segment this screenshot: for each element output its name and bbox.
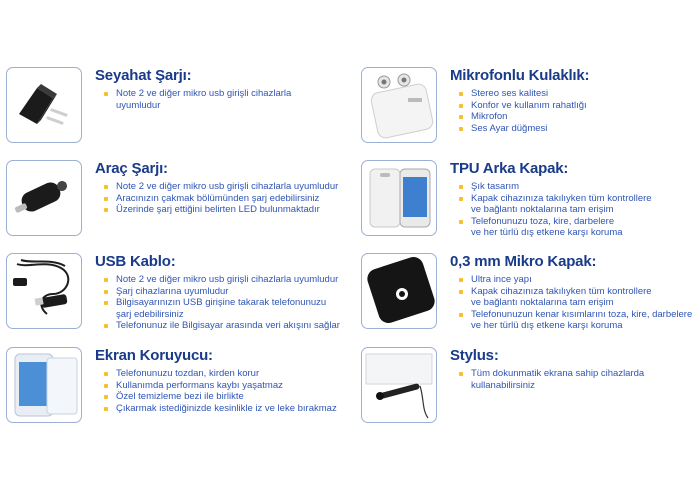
- feature-list: [104, 274, 364, 332]
- feature-item: Telefonunuzu toza, kire, darbelere: [459, 216, 700, 228]
- travel-charger-icon: [7, 68, 81, 142]
- feature-list: [104, 88, 364, 111]
- product-card-travel-charger: [6, 67, 346, 147]
- feature-item: ve bağlantı noktalarına tam erişim: [471, 204, 614, 215]
- feature-item: Kapak cihazınıza takılıyken tüm kontrollere: [459, 193, 700, 205]
- feature-item: ve her türlü dış etkene karşı koruma: [471, 227, 623, 238]
- feature-item: Üzerinde şarj ettiğini belirten LED bulunmaktadır: [104, 204, 364, 216]
- feature-item: ve bağlantı noktalarına tam erişim: [471, 297, 614, 308]
- feature-item: Ultra ince yapı: [459, 274, 700, 286]
- product-title: 0,3 mm Mikro Kapak:: [450, 253, 597, 270]
- feature-list: [459, 88, 700, 134]
- product-title: USB Kablo:: [95, 253, 176, 270]
- product-card-car-charger: [6, 160, 346, 240]
- feature-list: [104, 181, 364, 216]
- feature-item: şarj edebilirsiniz: [116, 308, 184, 320]
- product-title: Araç Şarjı:: [95, 160, 168, 177]
- tpu-case-icon: [362, 161, 436, 235]
- feature-item: Kapak cihazınıza takılıyken tüm kontrollere: [459, 286, 700, 298]
- feature-item: Şarj cihazlarına uyumludur: [104, 286, 364, 298]
- product-image-tpu-case: [361, 160, 437, 236]
- product-card-usb-cable: [6, 253, 346, 333]
- feature-item: Telefonunuz ile Bilgisayar arasında veri akışını sağlar: [104, 320, 364, 332]
- feature-item: Çıkarmak istediğinizde kesinlikle iz ve leke bırakmaz: [104, 403, 364, 415]
- screen-protector-icon: [7, 348, 81, 422]
- product-image-usb-cable: [6, 253, 82, 329]
- product-image-car-charger: [6, 160, 82, 236]
- stylus-icon: [362, 348, 436, 422]
- feature-item: Şık tasarım: [459, 181, 700, 193]
- feature-item: Aracınızın çakmak bölümünden şarj edebilirsiniz: [104, 193, 364, 205]
- product-image-travel-charger: [6, 67, 82, 143]
- feature-item: Note 2 ve diğer mikro usb girişli cihazlarla uyumludur: [104, 181, 364, 193]
- product-image-stylus: [361, 347, 437, 423]
- earphones-icon: [362, 68, 436, 142]
- feature-item: Stereo ses kalitesi: [459, 88, 700, 100]
- feature-list: [459, 368, 700, 391]
- product-card-screen-protector: [6, 347, 346, 427]
- feature-item: Note 2 ve diğer mikro usb girişli cihazlarla: [104, 88, 364, 100]
- feature-list: [104, 368, 364, 414]
- feature-item: Tüm dokunmatik ekrana sahip cihazlarda: [459, 368, 700, 380]
- car-charger-icon: [7, 161, 81, 235]
- product-image-screen-protector: [6, 347, 82, 423]
- product-title: Mikrofonlu Kulaklık:: [450, 67, 590, 84]
- feature-list: [459, 274, 700, 332]
- product-image-earphones: [361, 67, 437, 143]
- product-card-tpu-case: [361, 160, 700, 240]
- feature-item: uyumludur: [116, 99, 161, 111]
- feature-item: kullanabilirsiniz: [471, 379, 535, 391]
- feature-item: ve her türlü dış etkene karşı koruma: [471, 320, 623, 331]
- feature-item: Note 2 ve diğer mikro usb girişli cihazlarla uyumludur: [104, 274, 364, 286]
- feature-item: Konfor ve kullanım rahatlığı: [459, 100, 700, 112]
- micro-case-icon: [362, 254, 436, 328]
- feature-item: Kullanımda performans kaybı yaşatmaz: [104, 380, 364, 392]
- feature-list: [459, 181, 700, 239]
- feature-item: Özel temizleme bezi ile birlikte: [104, 391, 364, 403]
- usb-cable-icon: [7, 254, 81, 328]
- feature-item: Telefonunuzun kenar kısımlarını toza, kire, darbelere: [459, 309, 700, 321]
- product-title: Stylus:: [450, 347, 499, 364]
- product-title: Ekran Koruyucu:: [95, 347, 213, 364]
- product-image-micro-case: [361, 253, 437, 329]
- feature-item: Bilgisayarınızın USB girişine takarak telefonunuzu: [104, 297, 364, 309]
- product-card-earphones: [361, 67, 700, 147]
- product-title: TPU Arka Kapak:: [450, 160, 569, 177]
- feature-item: Telefonunuzu tozdan, kirden korur: [104, 368, 364, 380]
- feature-item: Ses Ayar düğmesi: [459, 123, 700, 135]
- product-title: Seyahat Şarjı:: [95, 67, 192, 84]
- feature-item: Mikrofon: [459, 111, 700, 123]
- product-card-micro-case: [361, 253, 700, 333]
- product-card-stylus: [361, 347, 700, 427]
